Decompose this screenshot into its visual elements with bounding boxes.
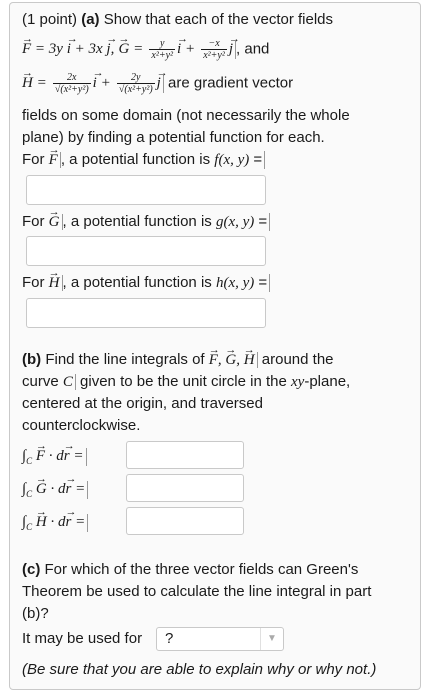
part-c-note: (Be sure that you are able to explain why or why not.) — [22, 661, 377, 678]
vector-field-select[interactable] — [156, 627, 284, 651]
part-b-line4: counterclockwise. — [22, 417, 141, 434]
part-a-intro: (1 point) (a) Show that each of the vector fields — [22, 11, 334, 28]
integral-h-label: $\int_C \to H \cdot d\to r$ = — [22, 512, 88, 537]
f-potential-input[interactable] — [26, 175, 266, 205]
part-b-line2: curve C given to be the unit circle in the xy-plane, — [22, 373, 351, 390]
part-a-text-line5: plane) by finding a potential function for each. — [22, 129, 325, 146]
g-potential-input[interactable] — [26, 236, 266, 266]
h-potential-input[interactable] — [26, 298, 266, 328]
chevron-down-icon: ▼ — [260, 628, 283, 650]
integral-f-label: $\int_C \to F \cdot d\to r$ = — [22, 446, 87, 471]
may-be-used-label: It may be used for — [22, 630, 143, 647]
f-potential-prompt: For → F , a potential function is f(x, y) = — [22, 150, 265, 170]
h-fraction-1: $\frac{2x}{\text{√(x²+y²)}}$ — [54, 72, 89, 95]
g-potential-prompt: For → G , a potential function is g(x, y) = — [22, 212, 270, 232]
integral-h-input[interactable] — [126, 507, 244, 535]
h-fraction-2: $\frac{2y}{\text{√(x²+y²)}}$ — [118, 72, 153, 95]
part-c-line2: Theorem be used to calculate the line integral in part — [22, 583, 372, 600]
and-text: and — [244, 40, 270, 58]
part-b-line3: centered at the origin, and traversed — [22, 395, 263, 412]
are-gradient-text: are gradient vector — [168, 74, 294, 92]
g-fraction-2: $\frac{-x}{\text{x²+y²}}$ — [203, 38, 225, 61]
vector-field-definitions-line1: → F = 3y → i + 3x → j, → G = $\frac{y}{\text{x²+y²}}$ → i + $\frac{-x}{\text{x²+y²}}$ → j , and — [22, 38, 269, 61]
part-c-line3: (b)? — [22, 605, 49, 622]
integral-g-input[interactable] — [126, 474, 244, 502]
select-value: ? — [165, 630, 174, 647]
vector-field-definitions-line2: → H = $\frac{2x}{\text{√(x²+y²)}}$ → i + $\frac{2y}{\text{√(x²+y²)}}$ → j are gradient vector — [22, 72, 293, 95]
integral-f-input[interactable] — [126, 441, 244, 469]
part-b-line1: (b) Find the line integrals of → F, → G, → H around the — [22, 350, 334, 370]
part-c-line1: (c) For which of the three vector fields can Green's — [22, 561, 359, 578]
g-fraction-1: $\frac{y}{\text{x²+y²}}$ — [151, 38, 174, 61]
part-a-text-line4: fields on some domain (not necessarily the whole — [22, 107, 350, 124]
integral-g-label: $\int_C \to G \cdot d\to r$ = — [22, 479, 88, 504]
h-potential-prompt: For → H , a potential function is h(x, y) = — [22, 273, 270, 293]
